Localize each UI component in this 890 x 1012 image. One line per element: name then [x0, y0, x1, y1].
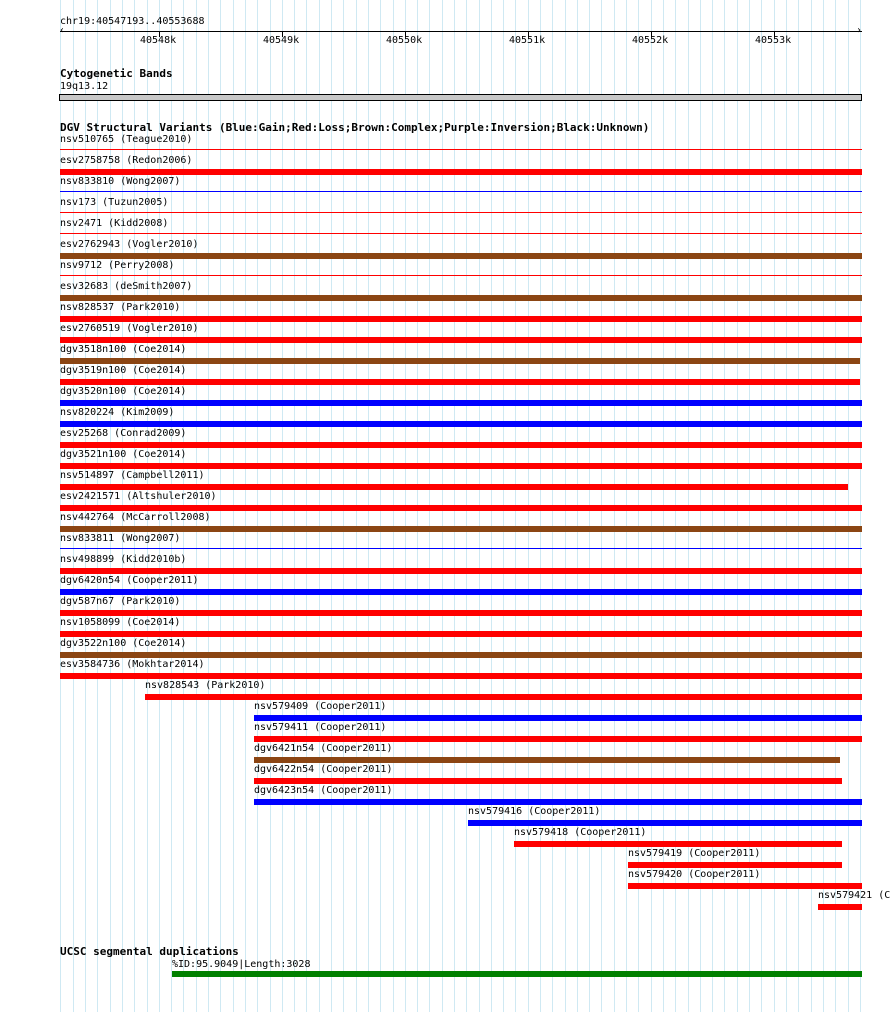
- variant-label[interactable]: nsv820224 (Kim2009): [60, 407, 175, 418]
- variant-bar[interactable]: [60, 652, 862, 658]
- variant-label[interactable]: nsv510765 (Teague2010): [60, 134, 193, 145]
- variant-label[interactable]: dgv6422n54 (Cooper2011): [254, 764, 393, 775]
- segdup-feature[interactable]: [172, 971, 862, 977]
- ruler-tick-label: 40548k: [140, 35, 177, 46]
- variant-bar[interactable]: [628, 862, 842, 868]
- ruler-right-arrow-icon: ›: [856, 25, 863, 36]
- variant-bar[interactable]: [254, 715, 862, 721]
- variant-bar[interactable]: [60, 442, 862, 448]
- variant-label[interactable]: nsv579421 (C: [818, 890, 890, 901]
- variant-label[interactable]: nsv579409 (Cooper2011): [254, 701, 387, 712]
- variant-bar[interactable]: [60, 149, 862, 150]
- variant-label[interactable]: esv32683 (deSmith2007): [60, 281, 193, 292]
- variant-label[interactable]: esv3584736 (Mokhtar2014): [60, 659, 205, 670]
- variant-label[interactable]: dgv3522n100 (Coe2014): [60, 638, 187, 649]
- variant-bar[interactable]: [60, 589, 862, 595]
- cytoband-feature[interactable]: [59, 94, 862, 101]
- variant-bar[interactable]: [60, 400, 862, 406]
- variant-label[interactable]: nsv1058099 (Coe2014): [60, 617, 181, 628]
- variant-bar[interactable]: [628, 883, 862, 889]
- variant-label[interactable]: esv2758758 (Redon2006): [60, 155, 193, 166]
- variant-label[interactable]: esv2421571 (Altshuler2010): [60, 491, 217, 502]
- variant-bar[interactable]: [60, 421, 862, 427]
- variant-bar[interactable]: [60, 548, 862, 549]
- variant-bar[interactable]: [818, 904, 862, 910]
- variant-label[interactable]: dgv6423n54 (Cooper2011): [254, 785, 393, 796]
- variant-label[interactable]: dgv3518n100 (Coe2014): [60, 344, 187, 355]
- variant-bar[interactable]: [60, 610, 862, 616]
- variant-bar[interactable]: [60, 233, 862, 234]
- variant-label[interactable]: nsv173 (Tuzun2005): [60, 197, 169, 208]
- variant-label[interactable]: esv2762943 (Vogler2010): [60, 239, 199, 250]
- ruler-tick-label: 40549k: [263, 35, 300, 46]
- variant-label[interactable]: nsv579418 (Cooper2011): [514, 827, 647, 838]
- variant-bar[interactable]: [60, 379, 860, 385]
- variant-bar[interactable]: [60, 169, 862, 175]
- variant-bar[interactable]: [468, 820, 862, 826]
- variant-label[interactable]: dgv6421n54 (Cooper2011): [254, 743, 393, 754]
- variant-bar[interactable]: [254, 778, 842, 784]
- variant-bar[interactable]: [60, 253, 862, 259]
- variant-label[interactable]: nsv828537 (Park2010): [60, 302, 181, 313]
- variant-label[interactable]: nsv833811 (Wong2007): [60, 533, 181, 544]
- variant-label[interactable]: dgv587n67 (Park2010): [60, 596, 181, 607]
- variant-bar[interactable]: [514, 841, 842, 847]
- cytoband-label: 19q13.12: [60, 81, 109, 92]
- variant-label[interactable]: dgv6420n54 (Cooper2011): [60, 575, 199, 586]
- ruler-axis: [60, 31, 862, 32]
- ruler-left-arrow-icon: ‹: [59, 25, 66, 36]
- ruler-position: chr19:40547193..40553688: [60, 16, 205, 27]
- variant-bar[interactable]: [60, 463, 862, 469]
- variant-bar[interactable]: [60, 505, 862, 511]
- variant-label[interactable]: esv25268 (Conrad2009): [60, 428, 187, 439]
- variant-bar[interactable]: [60, 673, 862, 679]
- dgv-track-title: DGV Structural Variants (Blue:Gain;Red:Loss;Brown:Complex;Purple:Inversion;Black:Unknown): [60, 121, 650, 134]
- variant-label[interactable]: nsv498899 (Kidd2010b): [60, 554, 187, 565]
- variant-bar[interactable]: [60, 358, 860, 364]
- variant-bar[interactable]: [254, 799, 862, 805]
- variant-bar[interactable]: [60, 526, 862, 532]
- variant-bar[interactable]: [60, 295, 862, 301]
- variant-label[interactable]: nsv579416 (Cooper2011): [468, 806, 601, 817]
- variant-label[interactable]: nsv579419 (Cooper2011): [628, 848, 761, 859]
- variant-label[interactable]: nsv514897 (Campbell2011): [60, 470, 205, 481]
- variant-bar[interactable]: [145, 694, 862, 700]
- variant-bar[interactable]: [60, 568, 862, 574]
- variant-bar[interactable]: [60, 275, 862, 276]
- variant-bar[interactable]: [60, 337, 862, 343]
- variant-bar[interactable]: [60, 316, 862, 322]
- ruler-tick-label: 40553k: [755, 35, 792, 46]
- variant-bar[interactable]: [60, 212, 862, 213]
- variant-label[interactable]: nsv579411 (Cooper2011): [254, 722, 387, 733]
- variant-label[interactable]: nsv442764 (McCarroll2008): [60, 512, 211, 523]
- ruler-tick-label: 40552k: [632, 35, 669, 46]
- variant-label[interactable]: nsv9712 (Perry2008): [60, 260, 175, 271]
- segdup-track-title: UCSC segmental duplications: [60, 945, 239, 958]
- variant-bar[interactable]: [60, 191, 862, 192]
- variant-label[interactable]: nsv2471 (Kidd2008): [60, 218, 169, 229]
- variant-bar[interactable]: [254, 757, 840, 763]
- segdup-label: %ID:95.9049|Length:3028: [172, 959, 311, 970]
- ruler-tick-label: 40550k: [386, 35, 423, 46]
- variant-label[interactable]: nsv828543 (Park2010): [145, 680, 266, 691]
- ruler-tick-label: 40551k: [509, 35, 546, 46]
- variant-label[interactable]: dgv3521n100 (Coe2014): [60, 449, 187, 460]
- variant-label[interactable]: nsv579420 (Cooper2011): [628, 869, 761, 880]
- variant-label[interactable]: dgv3520n100 (Coe2014): [60, 386, 187, 397]
- cytoband-track-title: Cytogenetic Bands: [60, 67, 173, 80]
- variant-bar[interactable]: [254, 736, 862, 742]
- variant-label[interactable]: esv2760519 (Vogler2010): [60, 323, 199, 334]
- variant-bar[interactable]: [60, 484, 848, 490]
- variant-label[interactable]: nsv833810 (Wong2007): [60, 176, 181, 187]
- variant-bar[interactable]: [60, 631, 862, 637]
- variant-label[interactable]: dgv3519n100 (Coe2014): [60, 365, 187, 376]
